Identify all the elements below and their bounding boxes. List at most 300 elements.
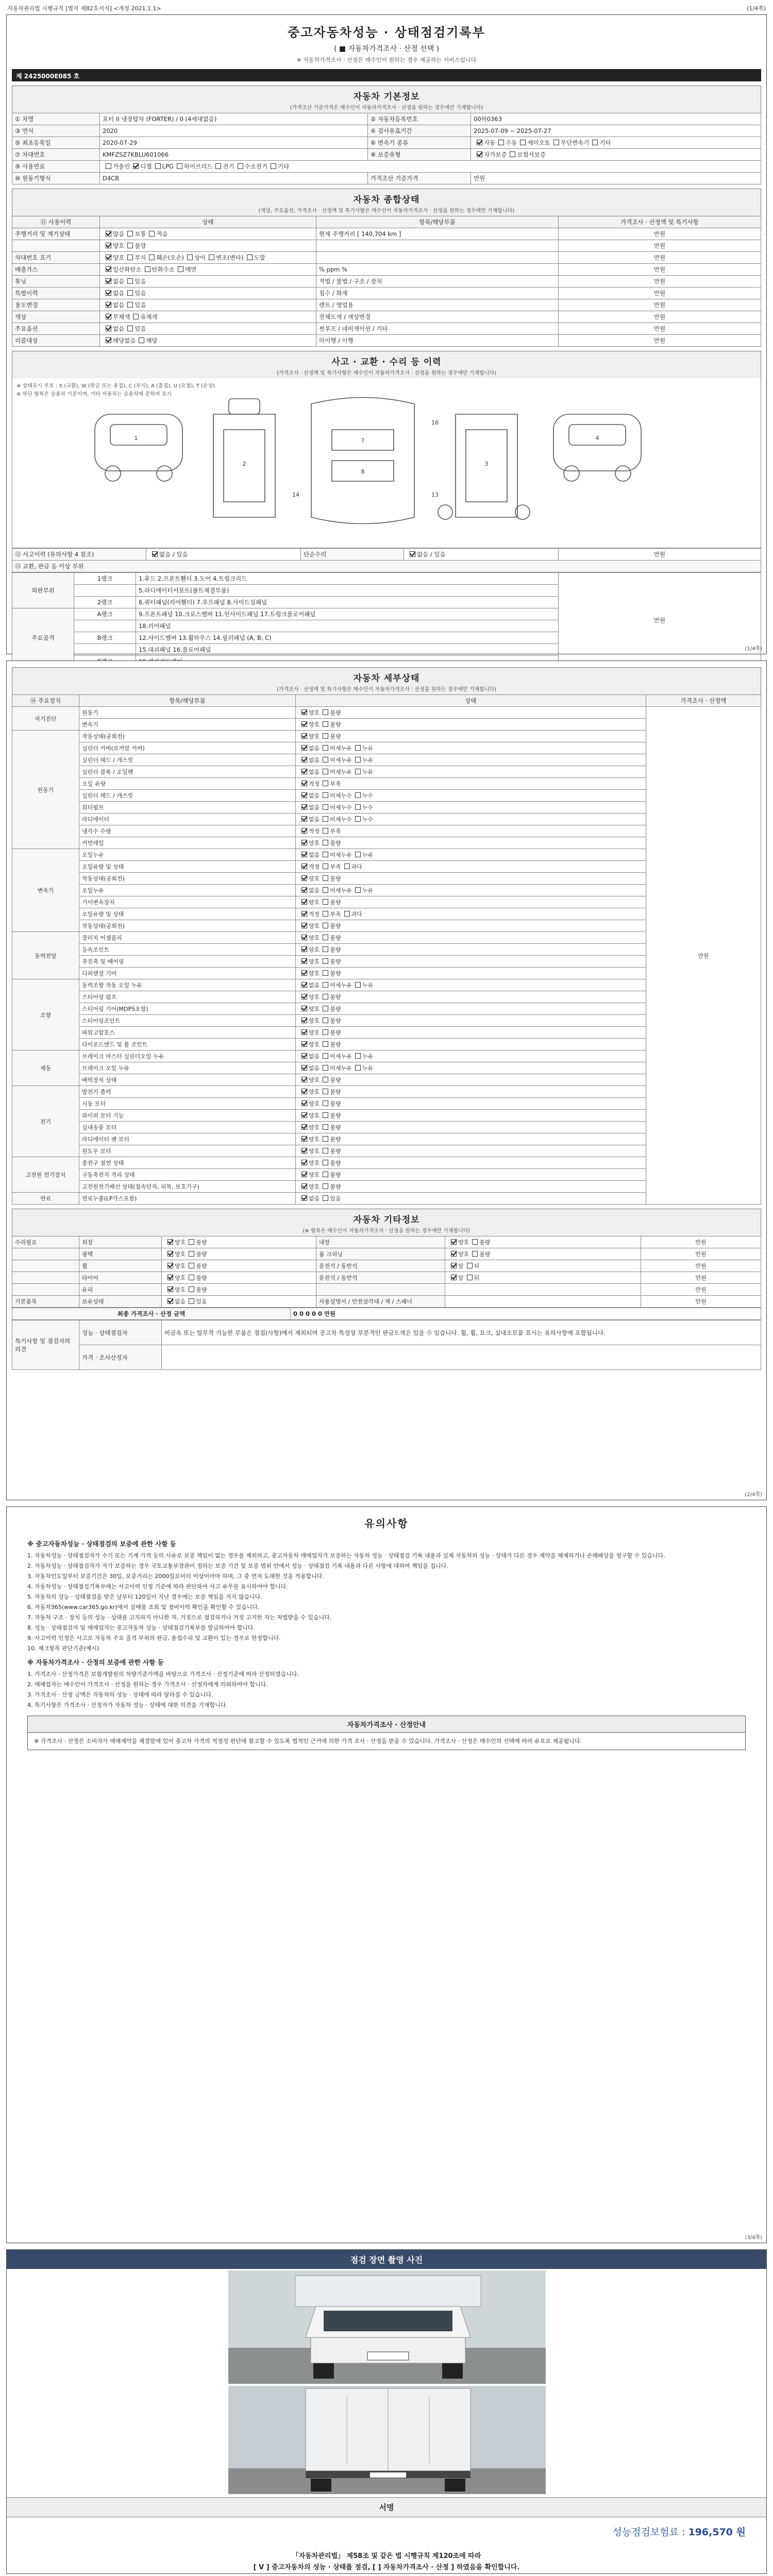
- checkbox-icon[interactable]: [247, 255, 253, 260]
- option-label: 불량: [330, 1077, 341, 1083]
- basic-info-row: [12, 113, 761, 125]
- checkbox-icon[interactable]: [106, 231, 111, 236]
- checkbox-icon[interactable]: [167, 1298, 173, 1304]
- other-info-cell: [445, 1260, 641, 1272]
- checkbox-icon[interactable]: [323, 721, 328, 727]
- checkbox-icon[interactable]: [323, 1065, 328, 1071]
- checkbox-icon[interactable]: [355, 792, 361, 798]
- detail-state: [296, 1122, 646, 1133]
- detail-item: 실린더 커버(로커암 커버): [79, 742, 296, 754]
- checkbox-icon[interactable]: [323, 828, 328, 834]
- notice-item: 1. 가격조사 · 산정가격은 보험개발원의 차량기준가액을 바탕으로 가격조사 · 산정기준에 따라 산정하였습니다.: [27, 1671, 299, 1677]
- other-info-cell: 내장: [316, 1236, 445, 1248]
- checkbox-icon[interactable]: [301, 1136, 307, 1142]
- page-indicator: (1/4쪽): [747, 5, 766, 12]
- checkbox-icon[interactable]: [301, 887, 307, 893]
- detail-item: 클러치 어셈블리: [79, 932, 296, 944]
- checkbox-icon[interactable]: [301, 1077, 307, 1082]
- checkbox-icon[interactable]: [323, 982, 328, 988]
- checkbox-icon[interactable]: [301, 816, 307, 822]
- inspector-comment: 비금속 또는 탈부착 가능한 부품은 점검(사항)에서 제외되며 중고차 특성상 부분적인 판금도색은 있을 수 있습니다. 휠, 휠, 요크, 실내소모품 표시는 유의사항에 포함됩니다.: [162, 1320, 761, 1345]
- checkbox-icon[interactable]: [355, 852, 361, 857]
- checkbox-icon[interactable]: [323, 852, 328, 857]
- checkbox-icon[interactable]: [323, 863, 328, 869]
- checkbox-icon[interactable]: [301, 935, 307, 940]
- other-info-row: [12, 1236, 761, 1248]
- option-label: 양호: [309, 721, 320, 728]
- checkbox-icon[interactable]: [106, 326, 111, 331]
- detail-item: 연료누출(LP가스포함): [79, 1193, 296, 1205]
- checkbox-icon[interactable]: [301, 946, 307, 952]
- overall-status-header: [12, 189, 761, 216]
- option-label: 불량: [330, 1183, 341, 1190]
- option-label: 미세누유: [330, 1053, 352, 1060]
- other-info-group: [12, 1284, 79, 1296]
- checkbox-icon[interactable]: [472, 1251, 478, 1257]
- checkbox-icon[interactable]: [355, 1065, 361, 1071]
- option-label: 없음: [309, 757, 320, 764]
- option-label: 양호: [309, 1172, 320, 1178]
- option-label: 양호: [175, 1286, 186, 1293]
- checkbox-icon[interactable]: [323, 923, 328, 928]
- overall-row: [12, 228, 761, 240]
- car-damage-diagram: [12, 378, 761, 548]
- detail-item: 발전기 출력: [79, 1086, 296, 1098]
- checkbox-icon[interactable]: [323, 1148, 328, 1154]
- overall-row-item: % ppm %: [316, 264, 559, 276]
- checkbox-icon[interactable]: [106, 290, 111, 296]
- checkbox-icon[interactable]: [301, 1195, 307, 1201]
- option-label: 불량: [330, 1100, 341, 1107]
- checkbox-icon[interactable]: [301, 1183, 307, 1189]
- checkbox-icon[interactable]: [152, 551, 158, 557]
- checkbox-icon[interactable]: [323, 970, 328, 976]
- checkbox-icon[interactable]: [167, 1251, 173, 1257]
- checkbox-icon[interactable]: [510, 151, 515, 157]
- detail-state: [296, 885, 646, 896]
- option-label: 앞: [458, 1275, 464, 1281]
- other-info-cell: [445, 1248, 641, 1260]
- checkbox-icon[interactable]: [301, 1053, 307, 1059]
- other-info-cell: [445, 1284, 641, 1296]
- checkbox-icon[interactable]: [238, 163, 243, 169]
- detail-item: 기어변속장치: [79, 896, 296, 908]
- detail-item: 등속조인트: [79, 944, 296, 956]
- checkbox-icon[interactable]: [323, 757, 328, 762]
- checkbox-icon[interactable]: [301, 769, 307, 774]
- checkbox-icon[interactable]: [149, 255, 155, 260]
- checkbox-icon[interactable]: [106, 243, 111, 248]
- checkbox-icon[interactable]: [106, 314, 111, 319]
- option-label: 불량: [196, 1275, 207, 1281]
- frame-title: ⑬ 교환, 판금 등 이상 부위: [12, 561, 761, 572]
- notice-item: 2. 매매업자는 매수인이 가격조사 · 산정을 원하는 경우 가격조사 · 산정자에게 의뢰하여야 합니다.: [27, 1681, 268, 1688]
- checkbox-icon[interactable]: [323, 1183, 328, 1189]
- detail-item: 구동축전지 격리 상태: [79, 1169, 296, 1181]
- notice-item: 3. 자동차인도일부터 보증기간은 30일, 보증거리는 2000킬로미터 이상이어야 하며, 그 중 먼저 도래한 것을 적용합니다.: [27, 1573, 324, 1580]
- detail-item: 윈도우 모터: [79, 1145, 296, 1157]
- device-group-label: 자기진단: [12, 707, 79, 731]
- checkbox-icon[interactable]: [301, 721, 307, 727]
- detail-state: [296, 896, 646, 908]
- option-label: 없음: [113, 290, 125, 297]
- checkbox-icon[interactable]: [167, 1263, 173, 1268]
- checkbox-icon[interactable]: [520, 140, 526, 145]
- checkbox-icon[interactable]: [451, 1239, 457, 1245]
- device-group-label: 조향: [12, 979, 79, 1050]
- checkbox-icon[interactable]: [323, 804, 328, 810]
- checkbox-icon[interactable]: [323, 745, 328, 751]
- option-label: 양호: [309, 1029, 320, 1036]
- checkbox-icon[interactable]: [355, 1053, 361, 1059]
- checkbox-icon[interactable]: [323, 709, 328, 715]
- checkbox-icon[interactable]: [301, 1006, 307, 1011]
- checkbox-icon[interactable]: [301, 958, 307, 964]
- detail-state: [296, 1133, 646, 1145]
- other-info-cell: 외장: [79, 1236, 162, 1248]
- checkbox-icon[interactable]: [467, 1275, 473, 1280]
- overall-row-price: 만원: [559, 299, 761, 311]
- option-label: 양호: [175, 1263, 186, 1269]
- detail-item: 라디에이터 팬 모터: [79, 1133, 296, 1145]
- special-notes-table: [12, 1320, 761, 1370]
- checkbox-icon[interactable]: [301, 1041, 307, 1047]
- checkbox-icon[interactable]: [301, 745, 307, 751]
- checkbox-icon[interactable]: [323, 1136, 328, 1142]
- other-info-cell: [162, 1236, 316, 1248]
- checkbox-icon[interactable]: [498, 140, 504, 145]
- checkbox-icon[interactable]: [106, 266, 111, 272]
- detail-item: 커먼레일: [79, 837, 296, 849]
- checkbox-icon[interactable]: [355, 816, 361, 822]
- checkbox-icon[interactable]: [323, 1172, 328, 1177]
- option-label: 뒤: [474, 1263, 480, 1269]
- detail-state: [296, 1062, 646, 1074]
- detail-item: 워터펌프: [79, 802, 296, 814]
- notice-section-2: ※ 자동차가격조사 · 산정의 보증에 관한 사항 등: [27, 1658, 164, 1666]
- checkbox-icon[interactable]: [355, 757, 361, 762]
- checkbox-icon[interactable]: [323, 994, 328, 999]
- checkbox-icon[interactable]: [127, 231, 133, 236]
- checkbox-icon[interactable]: [209, 255, 214, 260]
- checkbox-icon[interactable]: [301, 923, 307, 928]
- checkbox-icon[interactable]: [323, 769, 328, 774]
- detail-item: 동력조향 작동 오일 누유: [79, 979, 296, 991]
- checkbox-icon[interactable]: [323, 899, 328, 905]
- checkbox-icon[interactable]: [301, 970, 307, 976]
- checkbox-icon[interactable]: [355, 745, 361, 751]
- checkbox-icon[interactable]: [301, 1018, 307, 1023]
- checkbox-icon[interactable]: [301, 1100, 307, 1106]
- checkbox-icon[interactable]: [301, 1124, 307, 1130]
- checkbox-icon[interactable]: [301, 781, 307, 786]
- rank-label: [74, 644, 136, 656]
- checkbox-icon[interactable]: [178, 266, 183, 272]
- overall-row-label: 배출가스: [12, 264, 100, 276]
- svg-text:16: 16: [431, 419, 439, 426]
- rank-table: [12, 572, 761, 668]
- detail-state: [296, 1015, 646, 1027]
- option-label: 많음: [113, 230, 125, 238]
- checkbox-icon[interactable]: [189, 1239, 194, 1245]
- overall-row-state: [100, 335, 316, 347]
- checkbox-icon[interactable]: [323, 1041, 328, 1047]
- checkbox-icon[interactable]: [323, 875, 328, 881]
- checkbox-icon[interactable]: [106, 255, 111, 260]
- detail-status-header: [12, 667, 761, 694]
- detail-state: [296, 979, 646, 991]
- checkbox-icon[interactable]: [106, 337, 111, 343]
- basic-info-label: ③ 연식: [12, 125, 100, 137]
- checkbox-icon[interactable]: [301, 1065, 307, 1071]
- checkbox-icon[interactable]: [301, 911, 307, 917]
- checkbox-icon[interactable]: [344, 911, 350, 917]
- checkbox-icon[interactable]: [323, 1124, 328, 1130]
- option-label: 누유: [362, 769, 374, 775]
- option-label: 있음: [135, 290, 146, 297]
- checkbox-icon[interactable]: [301, 792, 307, 798]
- checkbox-icon[interactable]: [344, 863, 350, 869]
- other-info-note: (※ 항목은 매수인이 자동차가격조사 · 산정을 원하는 경우에만 기재합니다): [303, 1228, 470, 1234]
- overall-row-item: 미이행 / 이행: [316, 335, 559, 347]
- checkbox-icon[interactable]: [451, 1263, 457, 1268]
- overall-row-price: 만원: [559, 276, 761, 287]
- checkbox-icon[interactable]: [472, 1239, 478, 1245]
- rank-parts: 15.대쉬패널 16.플로어패널: [136, 644, 559, 656]
- option-label: 없음: [309, 982, 320, 989]
- checkbox-icon[interactable]: [355, 804, 361, 810]
- checkbox-icon[interactable]: [301, 709, 307, 715]
- checkbox-icon[interactable]: [467, 1263, 473, 1268]
- checkbox-icon[interactable]: [301, 1089, 307, 1094]
- detail-state: [296, 1181, 646, 1193]
- checkbox-icon[interactable]: [133, 163, 139, 169]
- checkbox-icon[interactable]: [301, 1160, 307, 1165]
- option-label: 없음: [309, 816, 320, 823]
- device-group-label: 고전원 전기장치: [12, 1157, 79, 1193]
- detail-item: 실린더 블록 / 오일팬: [79, 766, 296, 778]
- checkbox-icon[interactable]: [323, 1100, 328, 1106]
- checkbox-icon[interactable]: [301, 1029, 307, 1035]
- option-label: 도말: [254, 254, 265, 261]
- other-info-cell: 룸 크리닝: [316, 1248, 445, 1260]
- checkbox-icon[interactable]: [323, 1006, 328, 1011]
- checkbox-icon[interactable]: [323, 887, 328, 893]
- checkbox-icon[interactable]: [323, 1018, 328, 1023]
- rear-photo: [7, 2386, 766, 2494]
- basic-info-value: 2025-07-09 ~ 2025-07-27: [471, 125, 761, 137]
- checkbox-icon[interactable]: [301, 1148, 307, 1154]
- overall-row-label: 주요옵션: [12, 323, 100, 335]
- option-label: 양호: [309, 1006, 320, 1012]
- checkbox-icon[interactable]: [301, 1172, 307, 1177]
- checkbox-icon[interactable]: [189, 1286, 194, 1292]
- checkbox-icon[interactable]: [323, 1160, 328, 1165]
- checkbox-icon[interactable]: [106, 302, 111, 308]
- option-label: 없음: [113, 325, 125, 332]
- overall-row-price: 만원: [559, 311, 761, 323]
- basic-info-title: 자동차 기본정보: [353, 92, 420, 102]
- checkbox-icon[interactable]: [127, 243, 133, 248]
- checkbox-icon[interactable]: [301, 828, 307, 834]
- checkbox-icon[interactable]: [187, 255, 193, 260]
- option-label: 양호: [113, 254, 125, 261]
- checkbox-icon[interactable]: [301, 852, 307, 857]
- checkbox-icon[interactable]: [355, 769, 361, 774]
- checkbox-icon[interactable]: [133, 314, 139, 319]
- basic-info-value: 포터 II 냉장탑차 (FORTER) / 0 (4세대없음): [100, 113, 368, 125]
- legal-line-1: 「자동차관리법」 제58조 및 같은 법 시행규칙 제120조에 따라: [292, 2552, 481, 2560]
- form-reference: 자동차관리법 시행규칙 [별지 제82호서식] <개정 2021.1.1>: [7, 5, 161, 12]
- option-label: 불량: [330, 1018, 341, 1024]
- checkbox-icon[interactable]: [323, 792, 328, 798]
- legal-line-2: [ V ] 중고자동차의 성능 · 상태를 점검, [ ] 자동차가격조사 · 산정 ] 하였음을 확인합니다.: [253, 2564, 520, 2571]
- overall-row-item: 현재 주행거리 [ 140,704 km ]: [316, 228, 559, 240]
- checkbox-icon[interactable]: [323, 733, 328, 739]
- checkbox-icon[interactable]: [139, 337, 144, 343]
- checkbox-icon[interactable]: [301, 840, 307, 845]
- checkbox-icon[interactable]: [189, 1275, 194, 1280]
- option-label: 보통: [135, 230, 146, 238]
- checkbox-icon[interactable]: [155, 163, 161, 169]
- checkbox-icon[interactable]: [323, 1029, 328, 1035]
- checkbox-icon[interactable]: [323, 781, 328, 786]
- checkbox-icon[interactable]: [553, 140, 559, 145]
- notice-title: 유의사항: [364, 1517, 409, 1530]
- checkbox-icon[interactable]: [301, 733, 307, 739]
- document-number: 제 2425000E085 호: [12, 69, 761, 81]
- rank-parts: 6.쿼터패널(리어휀더) 7.루프패널 8.사이드실패널: [136, 597, 559, 608]
- option-label: 적정: [309, 863, 320, 870]
- option-label: 있음: [196, 1298, 207, 1305]
- overall-row-label: 특별이력: [12, 287, 100, 299]
- other-info-group: [12, 1260, 79, 1272]
- checkbox-icon[interactable]: [301, 994, 307, 999]
- other-info-row: [12, 1296, 761, 1308]
- appraiser-label: 가격 · 조사산정자: [79, 1345, 162, 1370]
- checkbox-icon[interactable]: [106, 163, 111, 169]
- checkbox-icon[interactable]: [477, 140, 482, 145]
- checkbox-icon[interactable]: [301, 982, 307, 988]
- basic-info-label: ⑨ 사용연료: [12, 161, 100, 173]
- option-label: 세미오토: [527, 139, 550, 146]
- checkbox-icon[interactable]: [301, 1112, 307, 1118]
- checkbox-icon[interactable]: [189, 1251, 194, 1257]
- checkbox-icon[interactable]: [127, 290, 133, 296]
- checkbox-icon[interactable]: [323, 935, 328, 940]
- checkbox-icon[interactable]: [323, 911, 328, 917]
- checkbox-icon[interactable]: [215, 163, 221, 169]
- detail-item: 변속기: [79, 719, 296, 731]
- other-info-cell: 휠: [79, 1260, 162, 1272]
- checkbox-icon[interactable]: [145, 266, 150, 272]
- checkbox-icon[interactable]: [355, 982, 361, 988]
- basic-info-label: ⑥ 변속기 종류: [368, 137, 471, 149]
- checkbox-icon[interactable]: [323, 1077, 328, 1082]
- checkbox-icon[interactable]: [323, 1089, 328, 1094]
- checkbox-icon[interactable]: [451, 1251, 457, 1257]
- option-label: 누유: [362, 887, 374, 894]
- checkbox-icon[interactable]: [323, 840, 328, 845]
- detail-row: [12, 707, 761, 719]
- checkbox-icon[interactable]: [323, 1112, 328, 1118]
- option-label: 불량: [330, 875, 341, 882]
- sheet-1-footer: (1/4쪽): [745, 646, 762, 652]
- checkbox-icon[interactable]: [167, 1286, 173, 1292]
- option-label: 불량: [479, 1239, 491, 1246]
- checkbox-icon[interactable]: [189, 1263, 194, 1268]
- checkbox-icon[interactable]: [323, 816, 328, 822]
- option-label: 양호: [309, 733, 320, 740]
- option-label: 훼손(오손): [156, 254, 184, 261]
- insurance-fee-label: 성능점검보험료 :: [612, 2527, 688, 2538]
- option-label: 없음: [309, 769, 320, 775]
- checkbox-icon[interactable]: [127, 302, 133, 308]
- overall-row-item: [316, 240, 559, 252]
- checkbox-icon[interactable]: [323, 946, 328, 952]
- rank-row: [12, 573, 761, 585]
- checkbox-icon[interactable]: [301, 899, 307, 905]
- other-info-cell: 광택: [79, 1248, 162, 1260]
- detail-state: [296, 944, 646, 956]
- basic-info-row: [12, 125, 761, 137]
- checkbox-icon[interactable]: [127, 255, 133, 260]
- checkbox-icon[interactable]: [127, 326, 133, 331]
- checkbox-icon[interactable]: [477, 151, 482, 157]
- checkbox-icon[interactable]: [410, 551, 415, 557]
- checkbox-icon[interactable]: [189, 1298, 194, 1304]
- checkbox-icon[interactable]: [323, 1053, 328, 1059]
- checkbox-icon[interactable]: [177, 163, 182, 169]
- checkbox-icon[interactable]: [301, 863, 307, 869]
- svg-text:14: 14: [292, 492, 299, 498]
- checkbox-icon[interactable]: [355, 887, 361, 893]
- checkbox-icon[interactable]: [167, 1275, 173, 1280]
- detail-item: 실린더 헤드 / 개스킷: [79, 790, 296, 802]
- option-label: 양호: [309, 1160, 320, 1166]
- checkbox-icon[interactable]: [323, 1195, 328, 1201]
- overall-row-price: 만원: [559, 287, 761, 299]
- overall-row: [12, 264, 761, 276]
- checkbox-icon[interactable]: [592, 140, 598, 145]
- overall-row-state: [100, 323, 316, 335]
- checkbox-icon[interactable]: [301, 875, 307, 881]
- checkbox-icon[interactable]: [127, 278, 133, 284]
- option-label: 없음: [309, 1053, 320, 1060]
- option-label: 보험사보증: [517, 151, 546, 158]
- option-label: 미세누유: [330, 852, 352, 858]
- checkbox-icon[interactable]: [301, 757, 307, 762]
- option-label: 불량: [330, 1089, 341, 1095]
- detail-state: [296, 742, 646, 754]
- checkbox-icon[interactable]: [323, 958, 328, 964]
- checkbox-icon[interactable]: [451, 1275, 457, 1280]
- checkbox-icon[interactable]: [167, 1239, 173, 1245]
- checkbox-icon[interactable]: [301, 804, 307, 810]
- device-group-label: 원동기: [12, 731, 79, 849]
- overall-status-title: 자동차 종합상태: [353, 195, 420, 205]
- overall-row-item: 침수 / 화재: [316, 287, 559, 299]
- detail-state: [296, 1086, 646, 1098]
- option-label: 부족: [330, 781, 341, 787]
- checkbox-icon[interactable]: [149, 231, 155, 236]
- svg-text:4: 4: [595, 435, 599, 442]
- device-group-label: 제동: [12, 1050, 79, 1086]
- checkbox-icon[interactable]: [271, 163, 276, 169]
- checkbox-icon[interactable]: [106, 278, 111, 284]
- option-label: 미세누유: [330, 1065, 352, 1072]
- option-label: 적정: [309, 828, 320, 835]
